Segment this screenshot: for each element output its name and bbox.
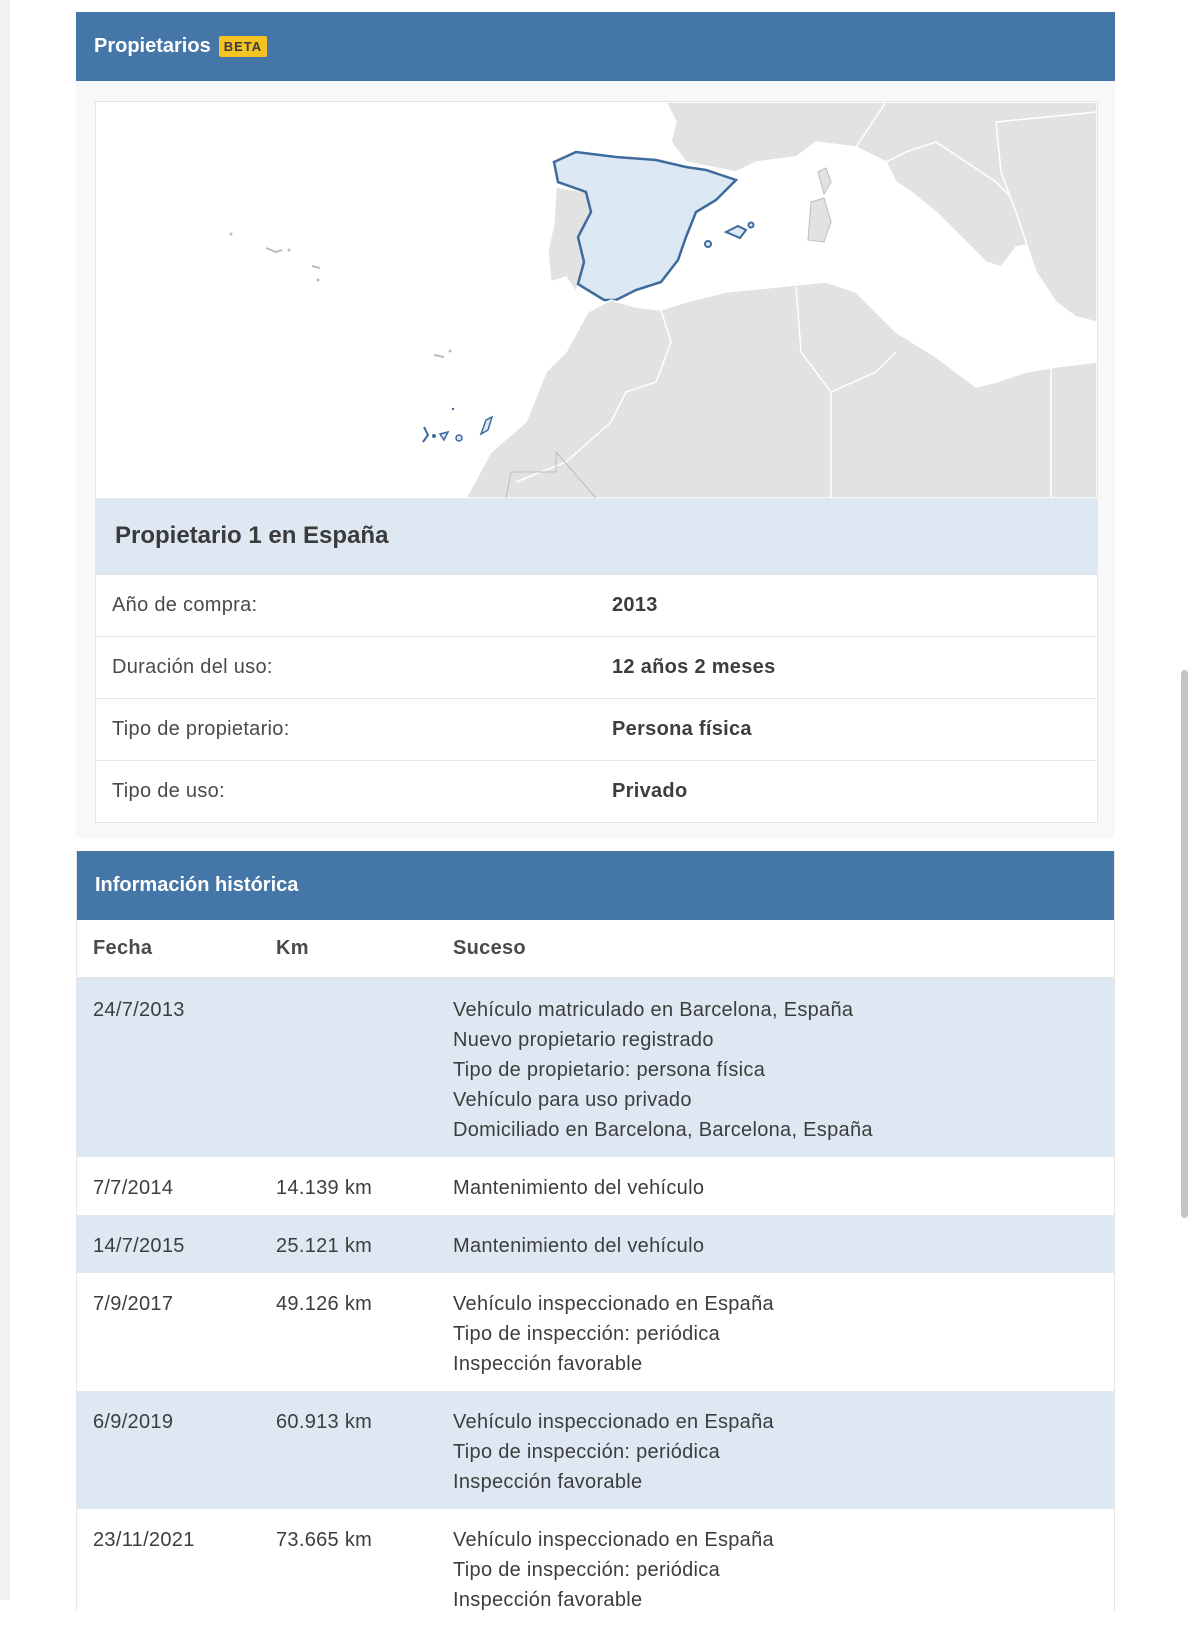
detail-value: Persona física [612, 718, 752, 740]
row-events [452, 1509, 1114, 1627]
row-date: 7/7/2014 [93, 1177, 174, 1199]
owners-title: Propietarios [94, 35, 211, 57]
event-line: Tipo de inspección: periódica [453, 1441, 721, 1463]
row-km: 73.665 km [276, 1529, 373, 1551]
beta-badge: BETA [219, 36, 267, 57]
map-svg [96, 102, 1097, 498]
row-km: 49.126 km [276, 1293, 373, 1315]
row-date: 23/11/2021 [93, 1529, 195, 1551]
event-line: Nuevo propietario registrado [453, 1029, 714, 1051]
detail-row-purchase-year [96, 574, 1097, 636]
row-date: 14/7/2015 [77, 1215, 275, 1273]
column-header-km: Km [275, 920, 452, 978]
row-events [452, 978, 1114, 1157]
table-row [77, 1391, 1114, 1509]
row-events [452, 1157, 1114, 1215]
table-row [77, 1215, 1114, 1273]
history-header-row [77, 920, 1114, 978]
detail-value: Privado [612, 780, 688, 802]
detail-row-usage-duration [96, 636, 1097, 698]
row-date: 6/9/2019 [77, 1391, 275, 1509]
row-date: 24/7/2013 [77, 978, 275, 1157]
detail-label: Tipo de propietario: [112, 718, 290, 740]
row-events [452, 1215, 1114, 1273]
owner-country-map [96, 102, 1097, 498]
scrollbar-thumb[interactable] [1181, 670, 1188, 1218]
table-row [77, 1509, 1114, 1627]
row-date: 7/9/2017 [93, 1293, 174, 1315]
detail-label: Año de compra: [112, 594, 258, 616]
row-events [452, 1273, 1114, 1391]
page-scrollbar[interactable] [1178, 0, 1192, 1600]
detail-row-owner-type [96, 698, 1097, 760]
table-row [77, 1157, 1114, 1215]
event-line: Domiciliado en Barcelona, Barcelona, España [453, 1119, 873, 1141]
owner-panel [95, 101, 1098, 823]
event-line: Tipo de inspección: periódica [453, 1559, 721, 1581]
event-line: Tipo de propietario: persona física [453, 1059, 766, 1081]
row-km: 60.913 km [275, 1391, 452, 1509]
row-km: 14.139 km [276, 1177, 373, 1199]
history-table [77, 920, 1114, 1627]
event-line: Tipo de inspección: periódica [453, 1323, 721, 1345]
owners-header [76, 12, 1115, 81]
history-header [77, 851, 1114, 920]
event-line: Inspección favorable [453, 1589, 643, 1611]
history-card [76, 851, 1115, 1611]
event-line: Mantenimiento del vehículo [453, 1177, 705, 1199]
event-line: Vehículo inspeccionado en España [453, 1293, 774, 1315]
detail-label: Tipo de uso: [112, 780, 225, 802]
detail-row-usage-type [96, 760, 1097, 822]
row-events [452, 1391, 1114, 1509]
event-line: Vehículo matriculado en Barcelona, España [453, 999, 854, 1021]
detail-label: Duración del uso: [112, 656, 273, 678]
row-km: 25.121 km [275, 1215, 452, 1273]
column-header-event: Suceso [452, 920, 1114, 978]
event-line: Vehículo inspeccionado en España [453, 1529, 774, 1551]
column-header-date: Fecha [77, 920, 275, 978]
event-line: Mantenimiento del vehículo [453, 1235, 705, 1257]
event-line: Inspección favorable [453, 1471, 643, 1493]
detail-value: 2013 [612, 594, 658, 616]
table-row [77, 978, 1114, 1157]
row-km [275, 978, 452, 1157]
event-line: Inspección favorable [453, 1353, 643, 1375]
owner-title: Propietario 1 en España [96, 498, 1097, 574]
table-row [77, 1273, 1114, 1391]
history-title: Información histórica [95, 874, 299, 896]
event-line: Vehículo inspeccionado en España [453, 1411, 774, 1433]
owners-card [76, 12, 1115, 838]
event-line: Vehículo para uso privado [453, 1089, 692, 1111]
detail-value: 12 años 2 meses [612, 656, 776, 678]
page-left-gutter [0, 0, 10, 1600]
